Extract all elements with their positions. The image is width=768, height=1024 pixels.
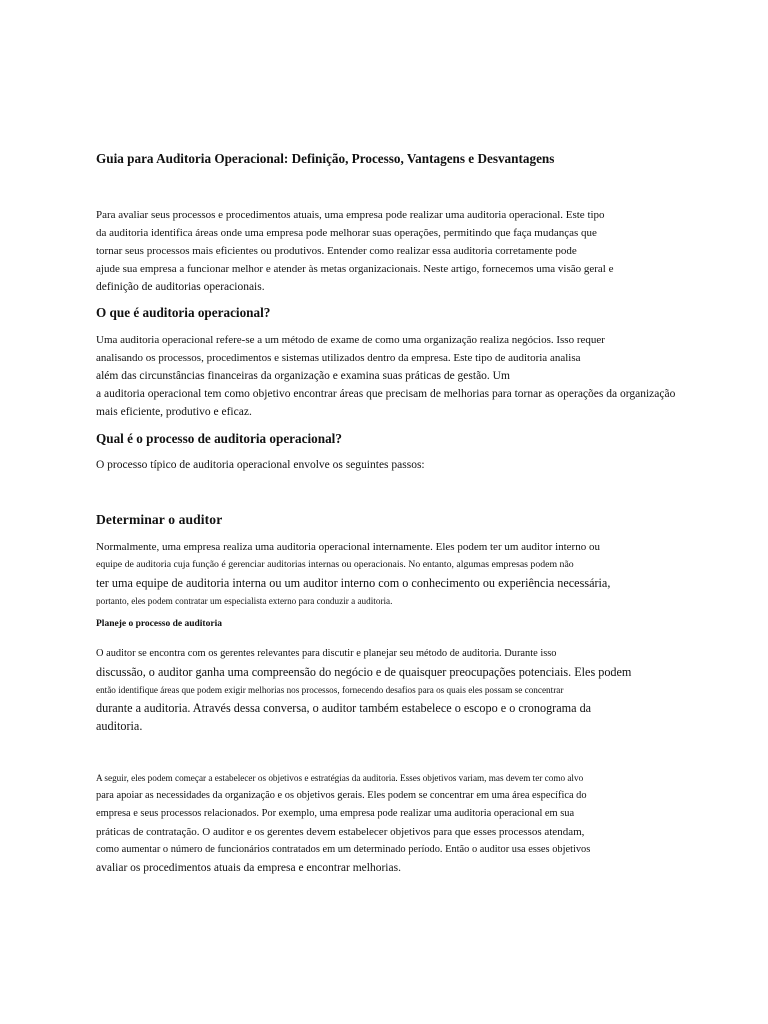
document-title: Guia para Auditoria Operacional: Definição, Processo, Vantagens e Desvantagens: [96, 151, 555, 166]
paragraph-line: práticas de contratação. O auditor e os gerentes devem estabelecer objetivos para que esses processos atendam,: [96, 826, 585, 838]
section-heading-determine-auditor: Determinar o auditor: [96, 512, 223, 527]
paragraph-line: para apoiar as necessidades da organização e os objetivos gerais. Eles podem se concentrar em uma área específica do: [96, 790, 587, 801]
section-determine-auditor-paragraph: [96, 538, 610, 610]
paragraph-line: Normalmente, uma empresa realiza uma auditoria operacional internamente. Eles podem ter um auditor interno ou: [96, 541, 600, 553]
paragraph-line: a auditoria operacional tem como objetivo encontrar áreas que precisam de melhorias para tornar as operações da organização: [96, 388, 676, 400]
paragraph-line: portanto, eles podem contratar um especialista externo para conduzir a auditoria.: [96, 596, 393, 606]
intro-line: Para avaliar seus processos e procedimentos atuais, uma empresa pode realizar uma auditoria operacional. Este tipo: [96, 209, 605, 221]
paragraph-line: então identifique áreas que podem exigir melhorias nos processos, fornecendo desafios para os quais eles possam se concentrar: [96, 685, 564, 695]
paragraph-line: como aumentar o número de funcionários contratados em um determinado período. Então o auditor usa esses objetivos: [96, 844, 591, 855]
paragraph-line: O processo típico de auditoria operacional envolve os seguintes passos:: [96, 459, 425, 471]
paragraph-line: discussão, o auditor ganha uma compreensão do negócio e de quaisquer preocupações potenciais. Eles podem: [96, 665, 632, 679]
paragraph-line: durante a auditoria. Através dessa conversa, o auditor também estabelece o escopo e o cronograma da: [96, 701, 592, 715]
paragraph-line: avaliar os procedimentos atuais da empresa e encontrar melhorias.: [96, 862, 401, 874]
intro-line: ajude sua empresa a funcionar melhor e atender às metas organizacionais. Neste artigo, fornecemos uma visão geral e: [96, 263, 614, 275]
intro-line: definição de auditorias operacionais.: [96, 281, 265, 293]
section-what-is-paragraph: [96, 331, 675, 421]
paragraph-line: A seguir, eles podem começar a estabelecer os objetivos e estratégias da auditoria. Esses objetivos variam, mas devem ter como alvo: [96, 773, 584, 783]
section-heading-process: Qual é o processo de auditoria operacional?: [96, 431, 342, 446]
paragraph-line: empresa e seus processos relacionados. Por exemplo, uma empresa pode realizar uma auditoria operacional em sua: [96, 808, 575, 819]
paragraph-line: equipe de auditoria cuja função é gerenciar auditorias internas ou operacionais. No entanto, algumas empresas podem não: [96, 559, 574, 570]
intro-paragraph: [96, 206, 614, 296]
intro-line: tornar seus processos mais eficientes ou produtivos. Entender como realizar essa auditoria corretamente pode: [96, 245, 577, 257]
paragraph-line: ter uma equipe de auditoria interna ou um auditor interno com o conhecimento ou experiência necessária,: [96, 576, 611, 590]
intro-line: da auditoria identifica áreas onde uma empresa pode melhorar suas operações, permitindo que faça mudanças que: [96, 227, 597, 239]
section-heading-plan-process: Planeje o processo de auditoria: [96, 619, 222, 629]
section-plan-process-paragraph: [96, 645, 631, 735]
section-process-paragraph: [96, 456, 425, 474]
section-heading-what-is: O que é auditoria operacional?: [96, 305, 271, 320]
section-objectives-paragraph: [96, 769, 590, 877]
paragraph-line: além das circunstâncias financeiras da organização e examina suas práticas de gestão. Um: [96, 370, 510, 382]
paragraph-line: mais eficiente, produtivo e eficaz.: [96, 406, 252, 418]
paragraph-line: auditoria.: [96, 719, 143, 733]
paragraph-line: Uma auditoria operacional refere-se a um método de exame de como uma organização realiza negócios. Isso requer: [96, 334, 605, 346]
paragraph-line: analisando os processos, procedimentos e sistemas utilizados dentro da empresa. Este tipo de auditoria analisa: [96, 352, 581, 364]
paragraph-line: O auditor se encontra com os gerentes relevantes para discutir e planejar seu método de auditoria. Durante isso: [96, 648, 557, 659]
